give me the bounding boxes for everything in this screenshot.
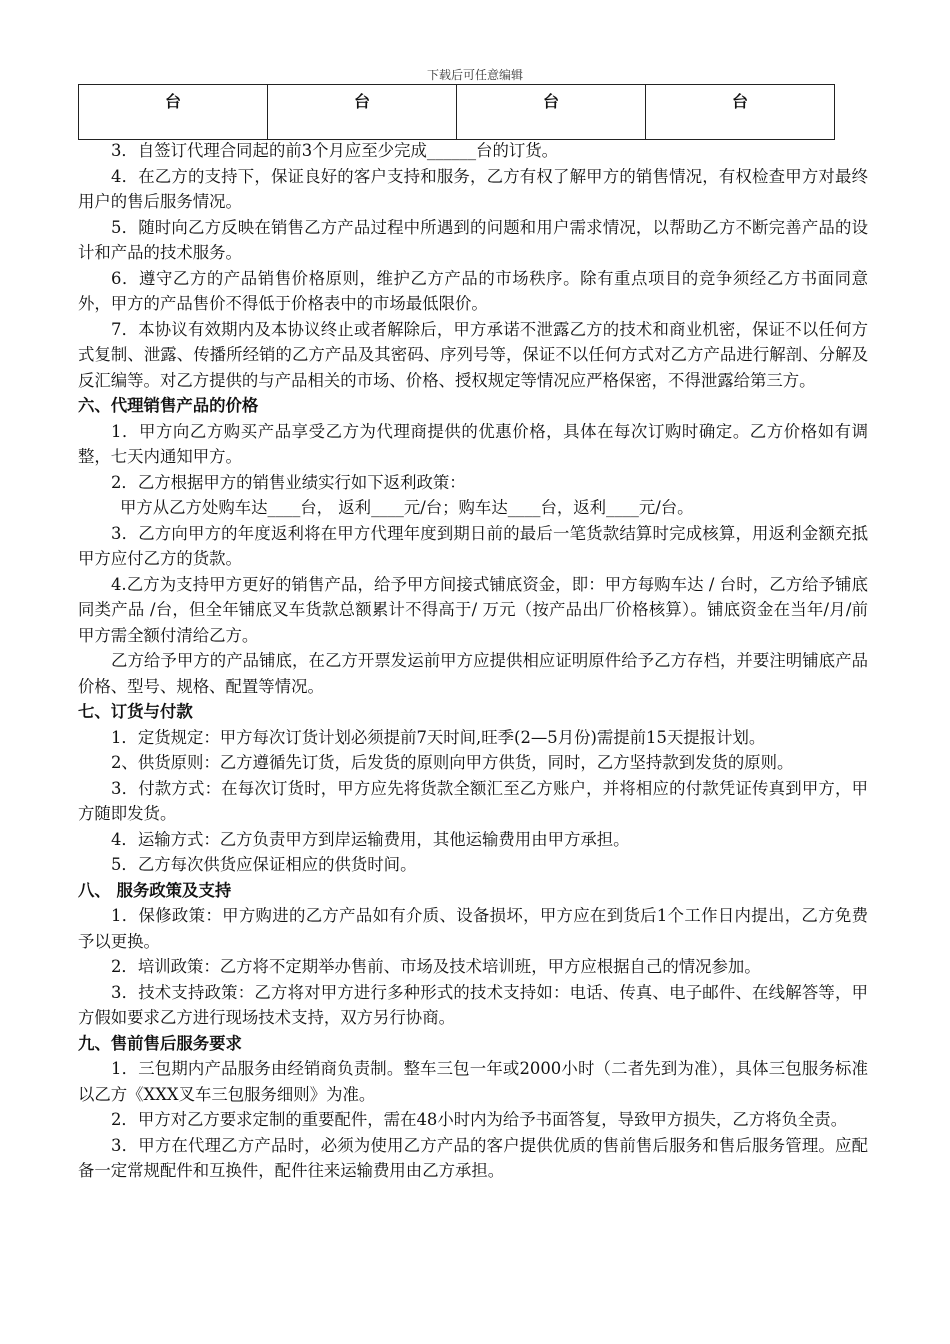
clause-8-3: 3．技术支持政策：乙方将对甲方进行多种形式的技术支持如：电话、传真、电子邮件、在线解答等，甲方假如要求乙方进行现场技术支持，双方另行协商。 xyxy=(78,982,868,1027)
clause-7-3: 3．付款方式：在每次订货时，甲方应先将货款全额汇至乙方账户，并将相应的付款凭证传真到甲方，甲方随即发货。 xyxy=(78,778,868,823)
table-cell: 台 xyxy=(79,85,268,140)
clause-9-3: 3．甲方在代理乙方产品时，必须为使用乙方产品的客户提供优质的售前售后服务和售后服务管理。应配备一定常规配件和互换件，配件往来运输费用由乙方承担。 xyxy=(78,1135,868,1180)
clause-5-3: 3．自签订代理合同起的前3个月应至少完成______台的订货。 xyxy=(111,141,559,160)
clause-6-1: 1．甲方向乙方购买产品享受乙方为代理商提供的优惠价格，具体在每次订购时确定。乙方价格如有调整，七天内通知甲方。 xyxy=(78,421,868,466)
clause-9-1: 1．三包期内产品服务由经销商负责制。整车三包一年或2000小时（二者先到为准），具体三包服务标准以乙方《XXX叉车三包服务细则》为准。 xyxy=(78,1059,868,1104)
clause-8-2: 2．培训政策：乙方将不定期举办售前、市场及技术培训班，甲方应根据自己的情况参加。 xyxy=(111,957,761,976)
clause-5-4: 4．在乙方的支持下，保证良好的客户支持和服务，乙方有权了解甲方的销售情况，有权检查甲方对最终用户的售后服务情况。 xyxy=(78,166,868,211)
table-cell: 台 xyxy=(268,85,457,140)
page-header-note: 下载后可任意编辑 xyxy=(426,68,523,82)
clause-5-6: 6．遵守乙方的产品销售价格原则，维护乙方产品的市场秩序。除有重点项目的竞争须经乙方书面同意外，甲方的产品售价不得低于价格表中的市场最低限价。 xyxy=(78,268,868,313)
table-cell: 台 xyxy=(457,85,646,140)
clause-7-2: 2、供货原则：乙方遵循先订货，后发货的原则向甲方供货，同时，乙方坚持款到发货的原则。 xyxy=(111,753,794,772)
clause-8-1: 1．保修政策：甲方购进的乙方产品如有介质、设备损坏，甲方应在到货后1个工作日内提出，乙方免费予以更换。 xyxy=(78,906,868,951)
rebate-line: 甲方从乙方处购车达____台， 返利____元/台；购车达____台，返利____元/台。 xyxy=(120,498,694,517)
table-row xyxy=(79,85,835,140)
clause-6-4: 4.乙方为支持甲方更好的销售产品，给予甲方间接式铺底资金，即：甲方每购车达 / 台时，乙方给予铺底同类产品 /台，但全年铺底叉车货款总额累计不得高于/ 万元（按产品出厂价格核算）。铺底资金在当年/月/前甲方需全额付清给乙方。 xyxy=(78,574,868,645)
units-table xyxy=(78,84,835,140)
clause-7-1: 1．定货规定：甲方每次订货计划必须提前7天时间,旺季(2—5月份)需提前15天提报计划。 xyxy=(111,727,766,747)
clause-6-3: 3．乙方向甲方的年度返利将在甲方代理年度到期日前的最后一笔货款结算时完成核算，用返利金额充抵甲方应付乙方的货款。 xyxy=(78,523,868,568)
section-heading-9: 九、售前售后服务要求 xyxy=(78,1033,242,1053)
clause-7-4: 4．运输方式：乙方负责甲方到岸运输费用，其他运输费用由甲方承担。 xyxy=(111,829,630,849)
section-heading-7: 七、订货与付款 xyxy=(78,702,193,721)
clause-9-2: 2．甲方对乙方要求定制的重要配件，需在48小时内为给予书面答复，导致甲方损失，乙方将负全责。 xyxy=(111,1110,848,1129)
section-heading-8: 八、 服务政策及支持 xyxy=(78,880,232,900)
clause-5-5: 5．随时向乙方反映在销售乙方产品过程中所遇到的问题和用户需求情况，以帮助乙方不断完善产品的设计和产品的技术服务。 xyxy=(78,217,868,262)
section-heading-6: 六、代理销售产品的价格 xyxy=(78,396,259,415)
clause-6-2: 2．乙方根据甲方的销售业绩实行如下返利政策： xyxy=(111,472,466,492)
clause-5-7: 7．本协议有效期内及本协议终止或者解除后，甲方承诺不泄露乙方的技术和商业机密，保证不以任何方式复制、泄露、传播所经销的乙方产品及其密码、序列号等，保证不以任何方式对乙方产品进行解剖、分解及反汇编等。对乙方提供的与产品相关的市场、价格、授权规定等情况应严格保密，不得泄露给第三方。 xyxy=(78,319,868,390)
table-cell: 台 xyxy=(646,85,835,140)
document-body xyxy=(78,138,868,1184)
clause-6-4-note: 乙方给予甲方的产品铺底，在乙方开票发运前甲方应提供相应证明原件给予乙方存档，并要注明铺底产品价格、型号、规格、配置等情况。 xyxy=(78,651,868,696)
clause-7-5: 5．乙方每次供货应保证相应的供货时间。 xyxy=(111,855,417,874)
